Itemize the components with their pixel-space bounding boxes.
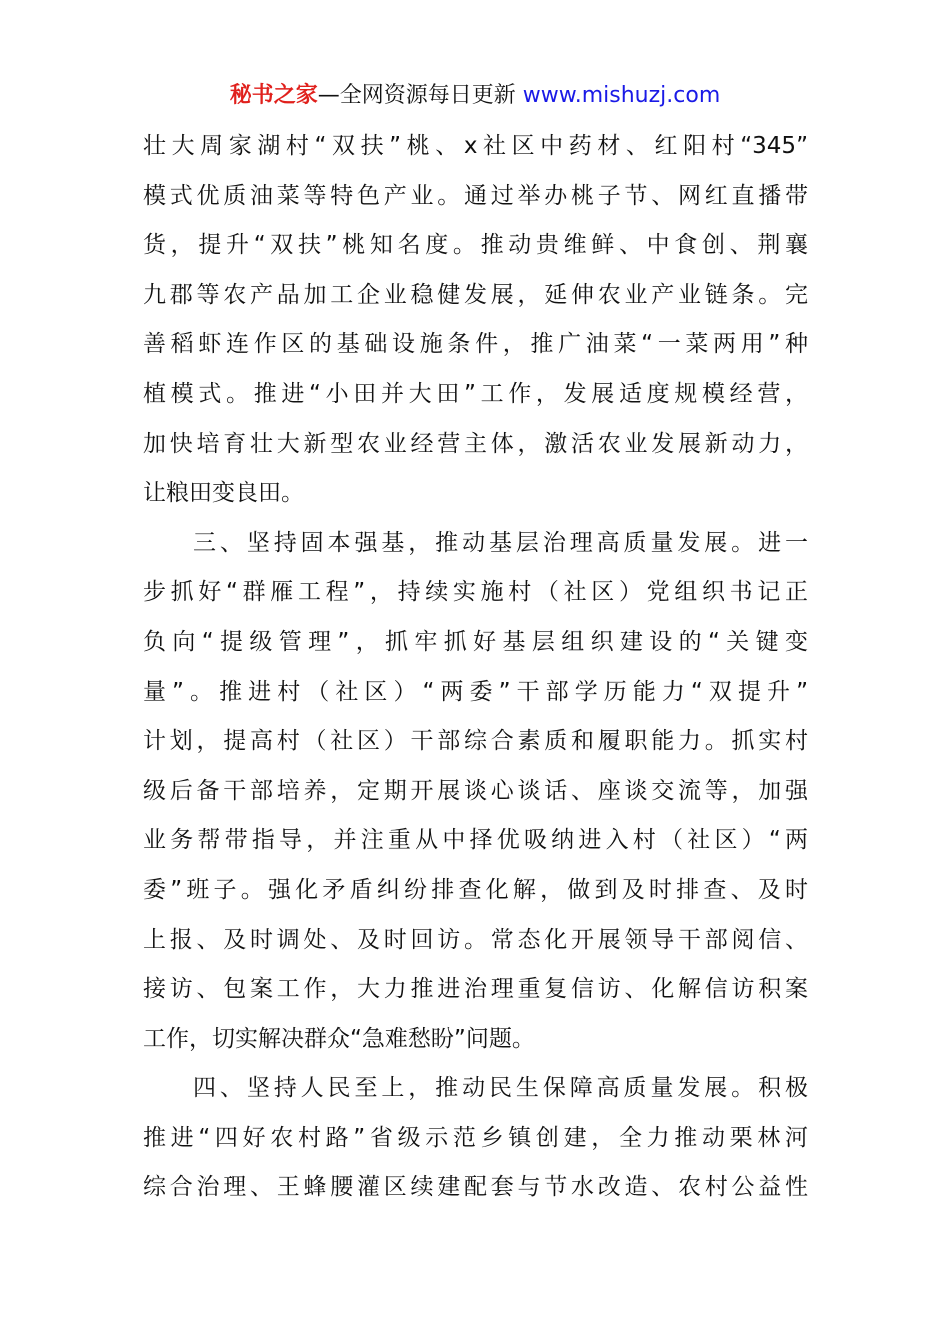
paragraph-line: 让粮田变良田。 — [143, 480, 304, 507]
paragraph-first-line: 四、坚持人民至上，推动民生保障高质量发展。积极 — [193, 1075, 808, 1102]
site-brand: 秘书之家 — [229, 83, 318, 108]
paragraph-line: 加快培育壮大新型农业经营主体，激活农业发展新动力， — [143, 430, 808, 457]
document-body — [143, 122, 808, 1213]
paragraph-line: 步抓好“群雁工程”，持续实施村（社区）党组织书记正 — [143, 579, 808, 606]
paragraph-line: 壮大周家湖村“双扶”桃、x社区中药材、红阳村“345” — [143, 133, 808, 159]
paragraph-line: 级后备干部培养，定期开展谈心谈话、座谈交流等，加强 — [143, 777, 808, 804]
paragraph-line: 模式优质油菜等特色产业。通过举办桃子节、网红直播带 — [143, 182, 808, 209]
paragraph-line: 量”。推进村（社区）“两委”干部学历能力“双提升” — [143, 678, 808, 705]
paragraph-line: 推进“四好农村路”省级示范乡镇创建，全力推动栗林河 — [143, 1124, 808, 1151]
paragraph-first-line: 三、坚持固本强基，推动基层治理高质量发展。进一 — [193, 529, 808, 556]
paragraph-line: 委”班子。强化矛盾纠纷排查化解，做到及时排查、及时 — [143, 876, 808, 903]
paragraph-line: 计划，提高村（社区）干部综合素质和履职能力。抓实村 — [143, 728, 808, 755]
paragraph-line: 负向“提级管理”，抓牢抓好基层组织建设的“关键变 — [143, 628, 808, 655]
paragraph-line: 植模式。推进“小田并大田”工作，发展适度规模经营， — [143, 380, 808, 407]
paragraph-line: 货，提升“双扶”桃知名度。推动贵维鲜、中食创、荆襄 — [143, 232, 808, 259]
page-header — [0, 80, 950, 112]
site-tagline: —全网资源每日更新 — [317, 83, 516, 108]
paragraph-line: 接访、包案工作，大力推进治理重复信访、化解信访积案 — [143, 976, 808, 1003]
paragraph-line: 上报、及时调处、及时回访。常态化开展领导干部阅信、 — [143, 926, 808, 953]
site-url-link[interactable]: www.mishuzj.com — [522, 83, 721, 108]
paragraph-line: 工作，切实解决群众“急难愁盼”问题。 — [143, 1025, 535, 1052]
paragraph-line: 业务帮带指导，并注重从中择优吸纳进入村（社区）“两 — [143, 827, 808, 854]
paragraph-line: 九郡等农产品加工企业稳健发展，延伸农业产业链条。完 — [143, 281, 808, 308]
paragraph-line: 善稻虾连作区的基础设施条件，推广油菜“一菜两用”种 — [143, 331, 808, 358]
paragraph-line: 综合治理、王蜂腰灌区续建配套与节水改造、农村公益性 — [143, 1174, 808, 1201]
